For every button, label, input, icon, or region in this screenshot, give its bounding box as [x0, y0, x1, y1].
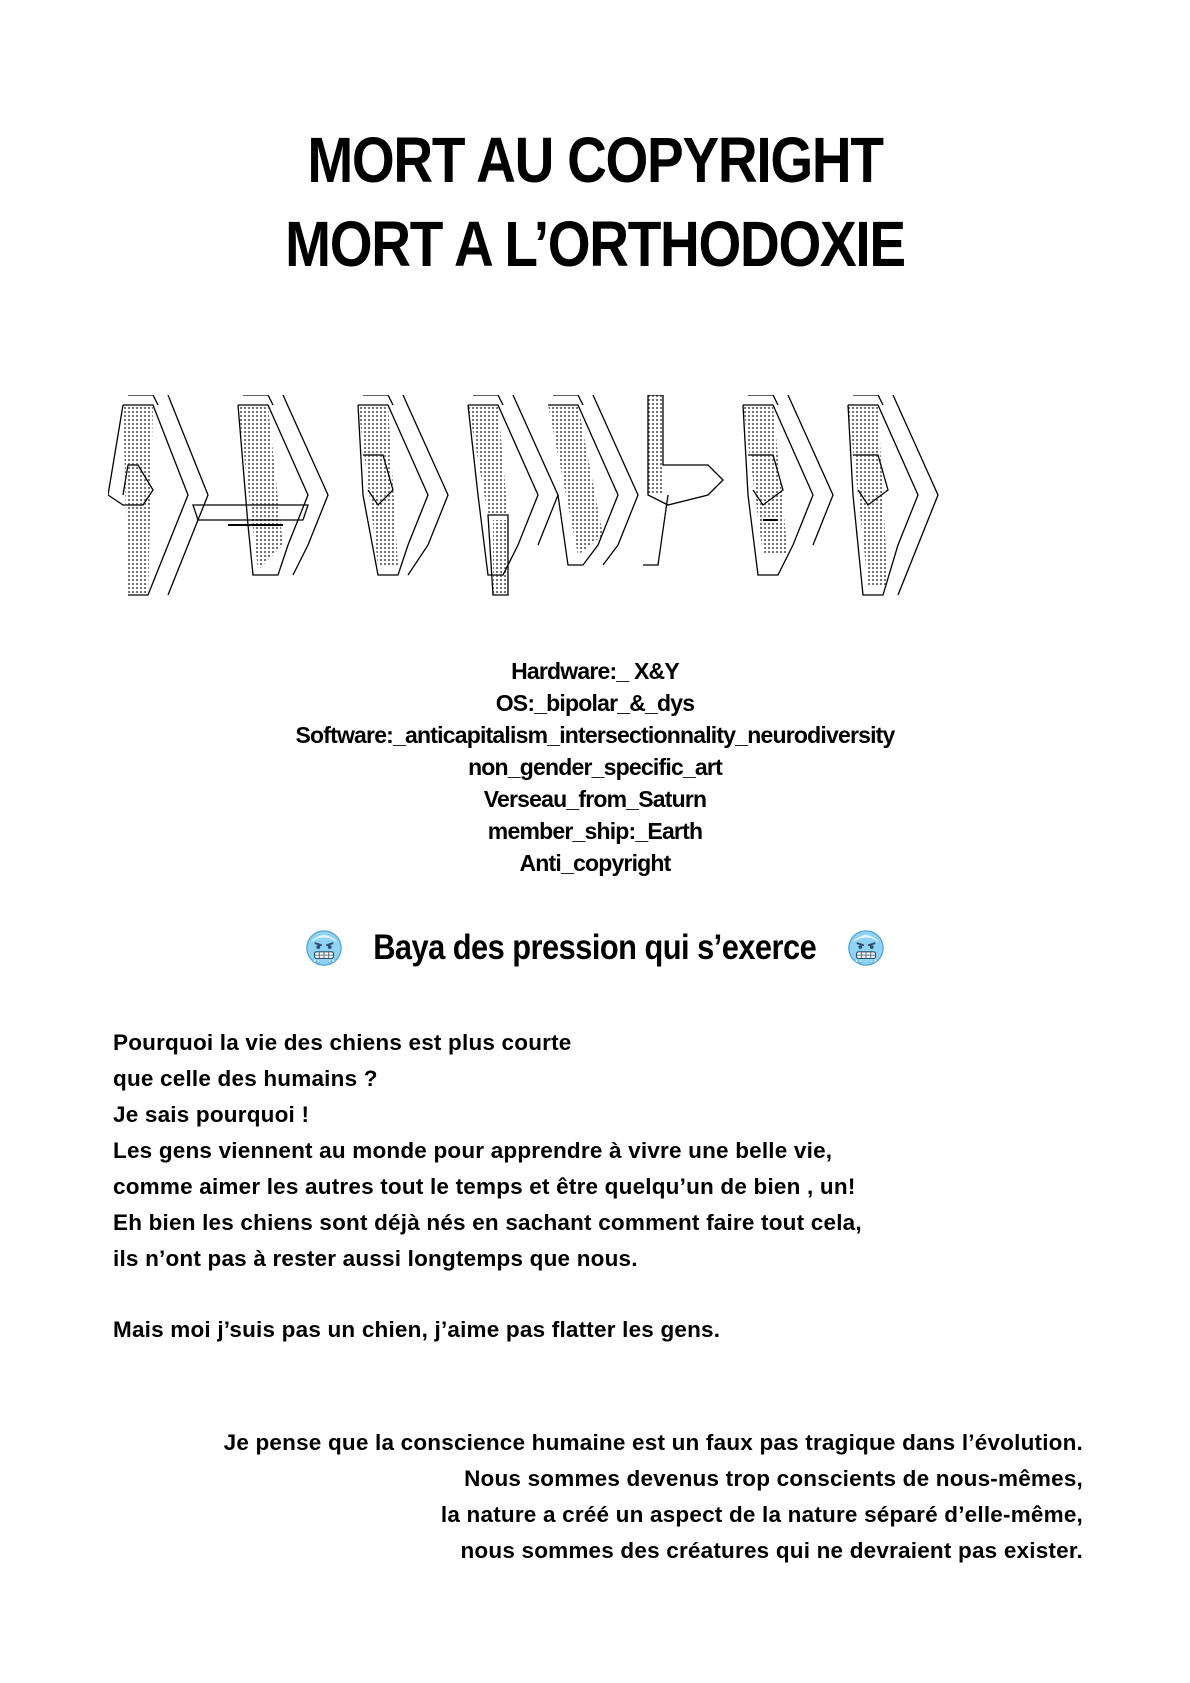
- spec-hardware: Hardware:_ X&Y: [511, 658, 679, 684]
- title-line-2: MORT A L’ORTHODOXIE: [285, 208, 905, 280]
- poem-body: [113, 1025, 1113, 1277]
- spec-membership: member_ship:_Earth: [487, 818, 703, 844]
- ascii-art-logo-icon: [108, 395, 1008, 615]
- spec-art: non_gender_specific_art: [468, 754, 722, 780]
- title-line-1: MORT AU COPYRIGHT: [307, 124, 883, 196]
- spec-software: Software:_anticapitalism_intersectionnality_neurodiversity: [295, 722, 895, 748]
- quote-line: Je pense que la conscience humaine est un faux pas tragique dans l’évolution.: [223, 1430, 1083, 1455]
- spec-copyright: Anti_copyright: [519, 850, 671, 876]
- spec-list: [0, 655, 1190, 879]
- quote-line: la nature a créé un aspect de la nature séparé d’elle-même,: [440, 1502, 1083, 1527]
- poem-line: ils n’ont pas à rester aussi longtemps que nous.: [113, 1246, 638, 1271]
- spec-sign: Verseau_from_Saturn: [483, 786, 707, 812]
- poem-line: Les gens viennent au monde pour apprendre à vivre une belle vie,: [113, 1138, 833, 1163]
- poem-line: Eh bien les chiens sont déjà nés en sachant comment faire tout cela,: [113, 1210, 862, 1235]
- cold-face-icon: [847, 929, 885, 967]
- poem-line: Pourquoi la vie des chiens est plus courte: [113, 1030, 572, 1055]
- spec-os: OS:_bipolar_&_dys: [495, 690, 695, 716]
- poem-line: Je sais pourquoi !: [113, 1102, 310, 1127]
- quote-line: nous sommes des créatures qui ne devraient pas exister.: [460, 1538, 1083, 1563]
- page-title: [0, 118, 1190, 286]
- poem-closing-line: Mais moi j’suis pas un chien, j’aime pas flatter les gens.: [113, 1317, 721, 1342]
- section-heading: [0, 928, 1190, 968]
- poem-line: que celle des humains ?: [113, 1066, 378, 1091]
- closing-quote: [83, 1425, 1083, 1569]
- poem-line: comme aimer les autres tout le temps et être quelqu’un de bien , un!: [113, 1174, 856, 1199]
- heading-text: Baya des pression qui s’exerce: [373, 928, 817, 967]
- quote-line: Nous sommes devenus trop conscients de nous-mêmes,: [464, 1466, 1083, 1491]
- cold-face-icon: [305, 929, 343, 967]
